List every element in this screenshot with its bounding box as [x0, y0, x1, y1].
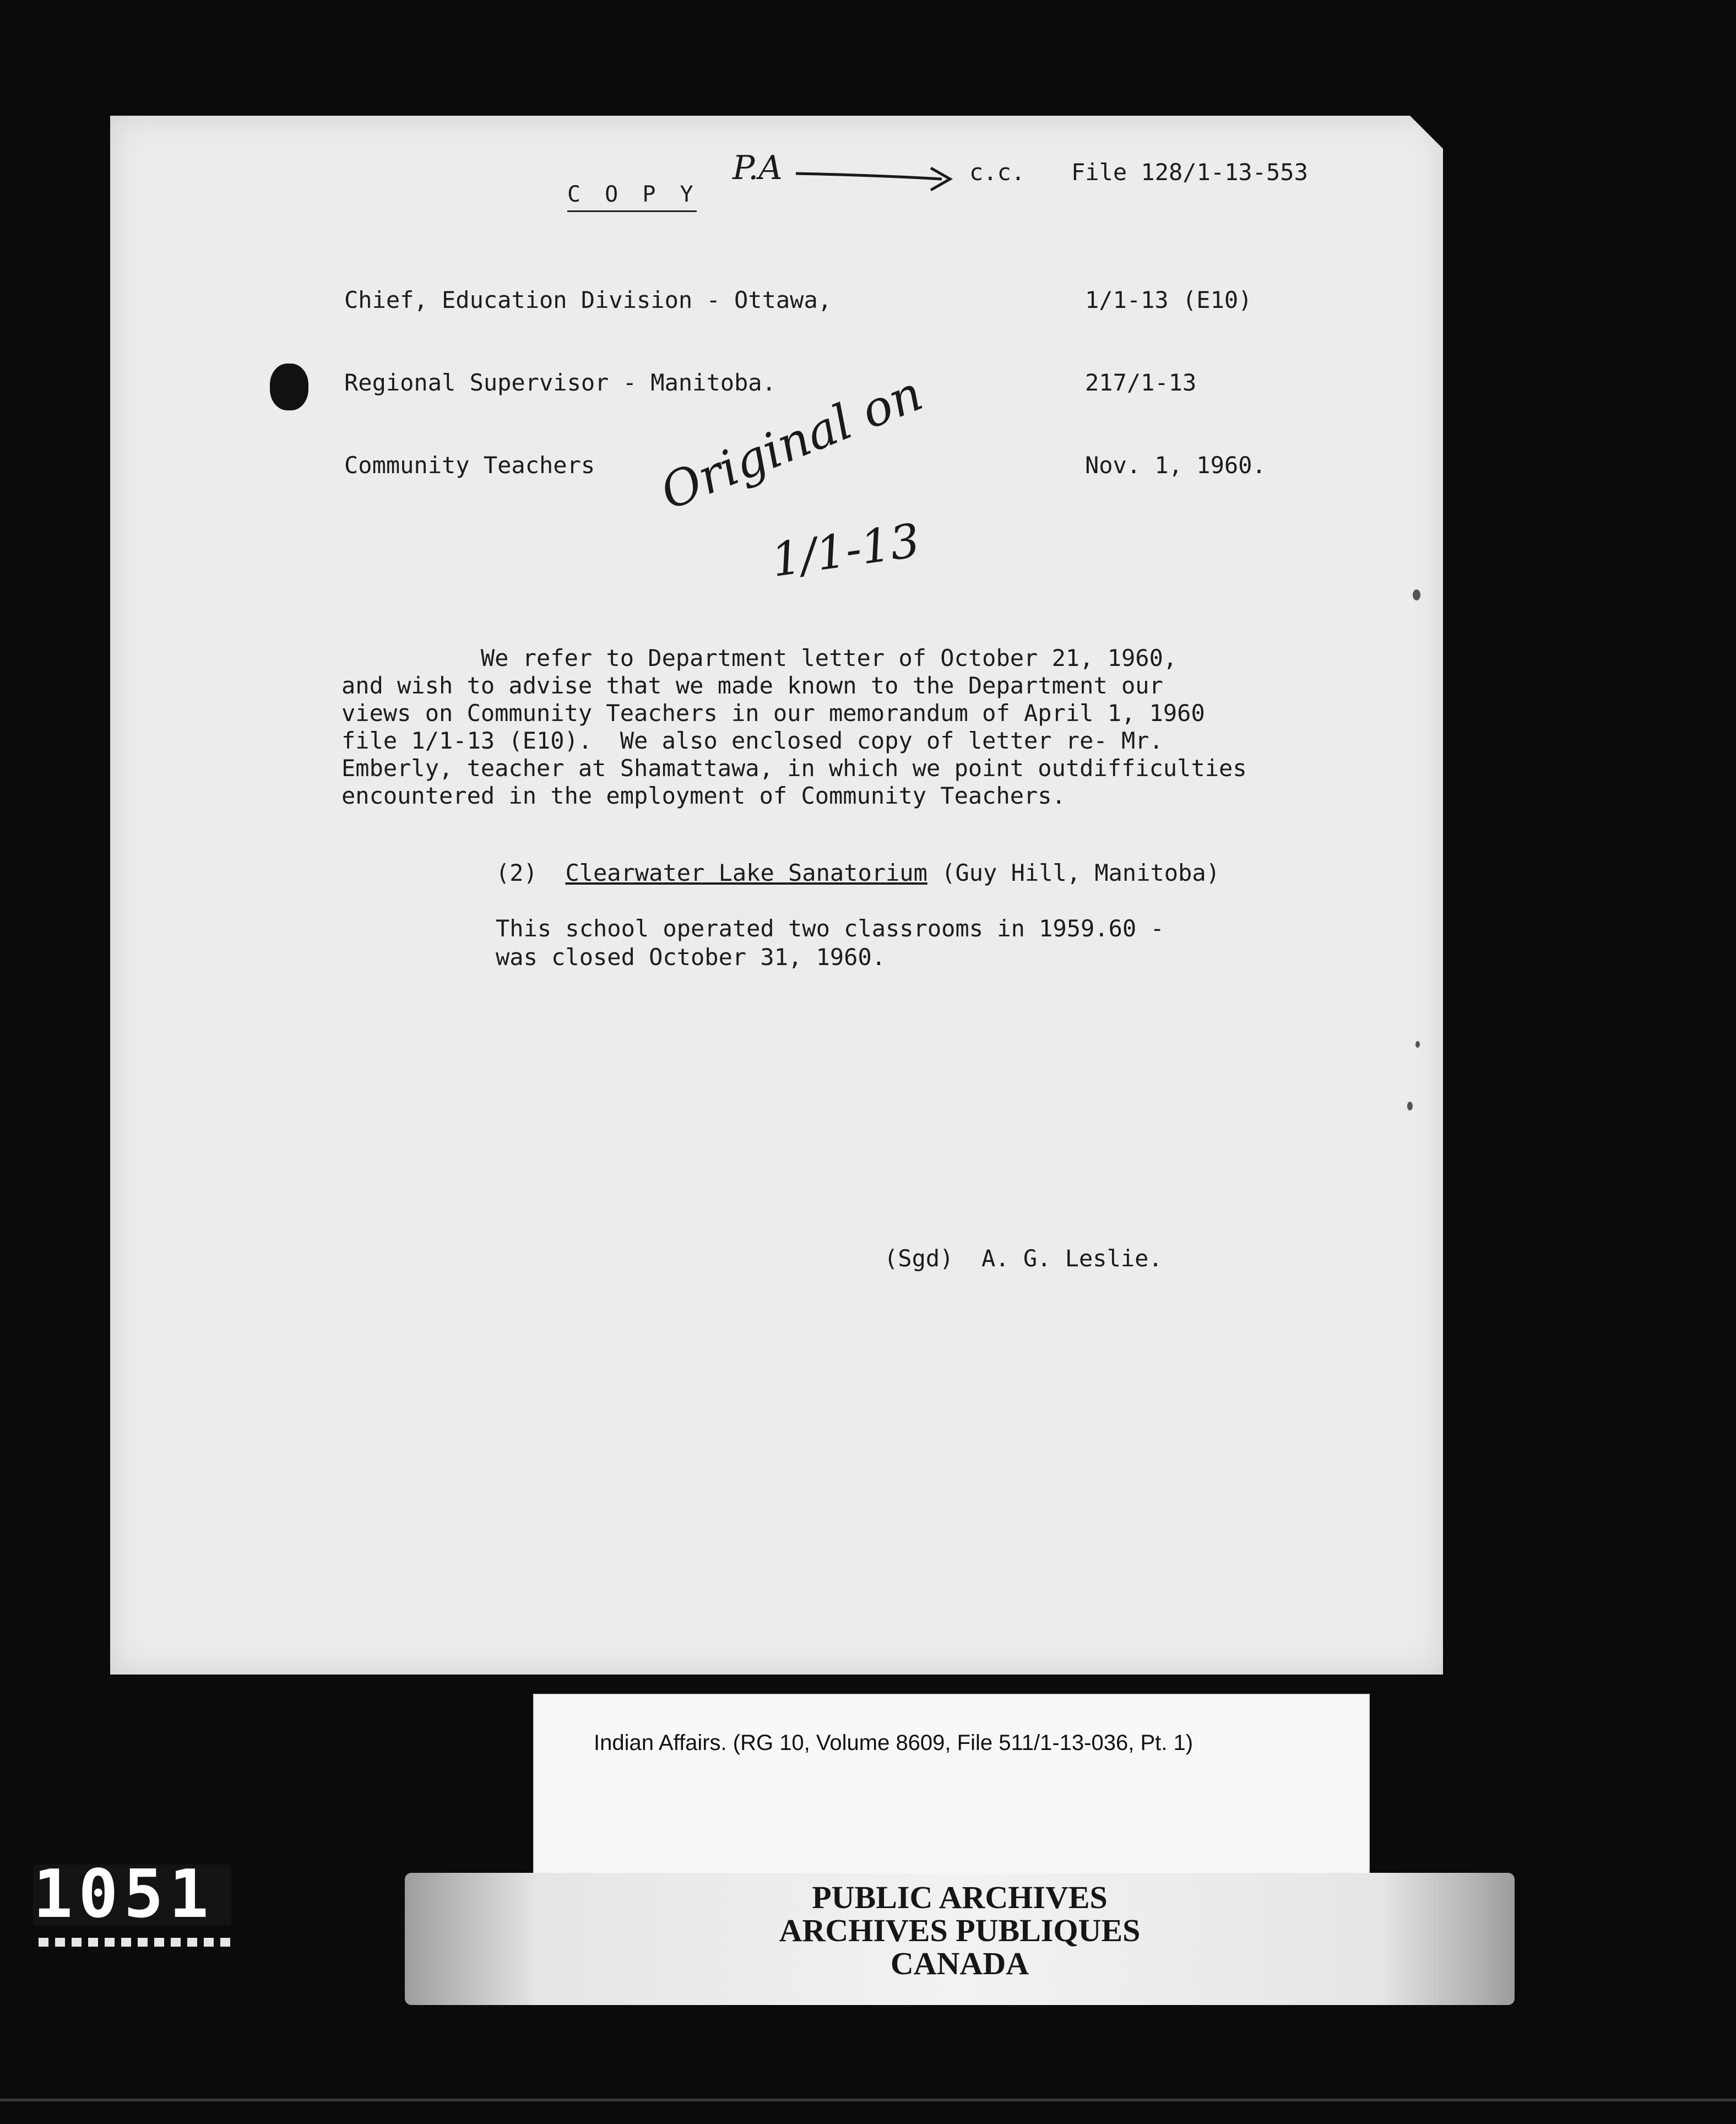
to-reference: 1/1-13 (E10): [1085, 286, 1252, 313]
body-paragraph: [341, 644, 1344, 810]
signature-line: (Sgd) A. G. Leslie.: [884, 1245, 1163, 1272]
page-corner-fold: [1410, 116, 1443, 149]
archive-label-line1: PUBLIC ARCHIVES: [812, 1879, 1108, 1915]
handwritten-note-file: 1/1-13: [768, 513, 923, 588]
public-archives-label: [405, 1873, 1515, 2005]
document-page: [110, 116, 1443, 1675]
handwritten-pa: P.A: [733, 149, 783, 187]
item-body-line: This school operated two classrooms in 1959.60 -: [496, 915, 1164, 942]
letter-date: Nov. 1, 1960.: [1085, 452, 1266, 479]
item-body-line: was closed October 31, 1960.: [496, 944, 886, 971]
from-line: Regional Supervisor - Manitoba.: [344, 369, 776, 396]
film-frame-number: 1051: [33, 1865, 231, 1925]
paragraph-line: encountered in the employment of Community Teachers.: [341, 782, 1066, 809]
handwritten-note-original: Original on: [653, 365, 930, 521]
copy-label: C O P Y: [567, 182, 699, 207]
to-line: Chief, Education Division - Ottawa,: [344, 286, 832, 313]
hole-punch-mark: [270, 364, 308, 410]
cc-label: c.c.: [969, 159, 1026, 186]
paragraph-line: file 1/1-13 (E10). We also enclosed copy of letter re- Mr.: [341, 727, 1163, 754]
paper-speck: [1415, 1041, 1420, 1048]
item-body: [496, 914, 1164, 972]
item-heading: [496, 859, 1220, 886]
paragraph-line: Emberly, teacher at Shamattawa, in which we point outdifficulties: [341, 755, 1247, 782]
paragraph-line: We refer to Department letter of October 21, 1960,: [341, 644, 1178, 671]
archive-label-line3: CANADA: [890, 1946, 1029, 1981]
item-location: (Guy Hill, Manitoba): [941, 859, 1220, 886]
from-reference: 217/1-13: [1085, 369, 1197, 396]
paragraph-line: views on Community Teachers in our memorandum of April 1, 1960: [341, 700, 1205, 727]
file-reference: File 128/1-13-553: [1071, 159, 1308, 186]
archive-reference-text: Indian Affairs. (RG 10, Volume 8609, File 511/1-13-036, Pt. 1): [594, 1731, 1194, 1755]
film-bottom-edge: [0, 2099, 1736, 2101]
handwritten-arrow-icon: [793, 149, 958, 193]
item-title: Clearwater Lake Sanatorium: [565, 859, 927, 886]
subject-line: Community Teachers: [344, 452, 595, 479]
paper-speck: [1407, 1102, 1413, 1110]
archive-reference-card: [533, 1694, 1370, 1878]
paper-speck: [1413, 589, 1420, 600]
paragraph-line: and wish to advise that we made known to the Department our: [341, 672, 1163, 699]
archive-label-line2: ARCHIVES PUBLIQUES: [779, 1912, 1141, 1948]
archive-label-text: [405, 1881, 1515, 1980]
item-number: (2): [496, 859, 538, 886]
film-sprocket-holes: [39, 1938, 231, 1947]
copy-underline: [567, 210, 697, 212]
